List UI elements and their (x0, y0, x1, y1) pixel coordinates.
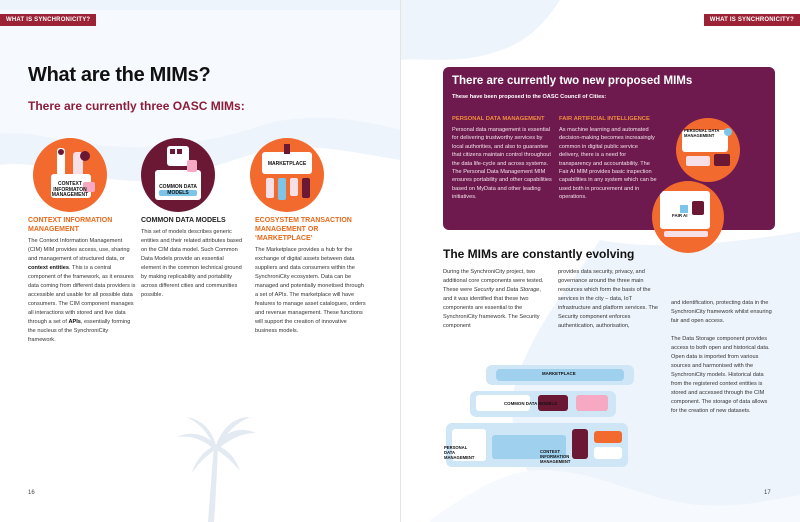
data-cube-icon (33, 138, 107, 212)
evolving-column-1: During the SynchroniCity project, two additional core components were tested. These were Security and Data Storage, and it was identified that these two components are essential to the SynchroniCity framework. The Security component (443, 269, 544, 329)
section-title: The MIMs are constantly evolving (443, 247, 635, 261)
mim-column-marketplace (255, 216, 367, 336)
diagram-label: PERSONAL DATA MANAGEMENT (444, 445, 475, 460)
circle-label: CONTEXT INFORMATON MANAGEMENT (51, 181, 89, 199)
common-data-models-illustration (141, 138, 215, 212)
mim-heading: ECOSYSTEM TRANSACTION MANAGEMENT OR ‘MARKETPLACE’ (255, 217, 352, 242)
context-information-management-illustration (33, 138, 107, 212)
marketplace-illustration (250, 138, 324, 212)
mim-heading: COMMON DATA MODELS (141, 217, 226, 224)
pipe-network-icon (141, 138, 215, 212)
mim-description: The Marketplace provides a hub for the exchange of digital assets between data suppliers and data consumers within the SynchroniCity ecosystem. Data can be managed and potentially monetised through a set of APIs. The marketplace will have features to manage asset catalogues, orders and revenue management. These functions will support the creation of innovative business models. (255, 247, 366, 334)
page-subtitle: There are currently three OASC MIMs: (28, 99, 245, 113)
mim-framework-diagram (446, 365, 638, 475)
circle-label: COMMON DATA MODELS (159, 184, 197, 196)
illustration-label: PERSONAL DATA MANAGEMENT (684, 128, 720, 138)
mim-heading: CONTEXT INFORMATION MANAGEMENT (28, 217, 113, 233)
header-tab-right: WHAT IS SYNCHRONICITY? (704, 14, 800, 26)
diagram-label: COMMON DATA MODELS (504, 401, 558, 406)
box-title: There are currently two new proposed MIMs (452, 75, 693, 87)
diagram-label: MARKETPLACE (542, 371, 576, 376)
palm-tree-icon (170, 415, 260, 522)
header-tab-left: WHAT IS SYNCHRONICITY? (0, 14, 96, 26)
proposed-mim-personal-data (452, 116, 554, 202)
pipe-network-icon (652, 181, 724, 253)
paragraph: The Data Storage component provides access to both open and historical data. Open data is imported from various sources and harmonised with the SynchroniCity models. Historical data from the registered context entities is stored and accessed through the CIM component. The storage of data allows for the creation of new datasets. (671, 336, 770, 414)
page-divider (400, 0, 401, 522)
fair-ai-illustration (652, 181, 724, 253)
mim-column-cim (28, 216, 136, 345)
proposed-mim-description: As machine learning and automated decision-making becomes increasingly common in digital public service delivery, there is a need for transparency and accountability. The Fair AI MIM provides basic inspection capabilities in any system which can be used both in procurement and in operations. (559, 127, 657, 201)
proposed-mim-description: Personal data management is essential for delivering trustworthy services by local authorities, and also to guarantee that citizens maintain control throughout the data life-cycle and across systems. The Personal Data Management MIM ensures portability and other capabilities based on MyData and other leading initiatives. (452, 127, 552, 201)
proposed-mim-heading: PERSONAL DATA MANAGEMENT (452, 116, 545, 122)
page-number-left: 16 (28, 490, 35, 496)
mim-column-cdm (141, 216, 245, 300)
pipe-network-icon (250, 138, 324, 212)
box-subtitle: These have been proposed to the OASC Council of Cities: (452, 94, 607, 100)
evolving-column-3 (671, 299, 775, 416)
mim-description: The Context Information Management (CIM) MIM provides access, use, sharing and management of structured data, or context entities. This is a central component of the framework, as it ensures data coming from different data providers is accessible and usable for all possible data consumers. The CIM component manages all interactions with stored and live data through a set of APIs, essentially forming the nucleus of the SynchroniCity framework. (28, 238, 136, 343)
page-number-right: 17 (764, 490, 771, 496)
proposed-mim-fair-ai (559, 116, 659, 202)
page-title: What are the MIMs? (28, 64, 211, 86)
circle-label: MARKETPLACE (267, 161, 307, 167)
proposed-mim-heading: FAIR ARTIFICIAL INTELLIGENCE (559, 116, 650, 122)
illustration-label: FAIR AI (672, 213, 688, 218)
paragraph: and identification, protecting data in the SynchroniCity framework whilst ensuring fair and open access. (671, 300, 772, 324)
evolving-column-2: provides data security, privacy, and governance around the three main resources which form the basis of the services in the city – data, IoT infrastructure and platform services. The Security component enforces authentication, authorisation, (558, 269, 659, 329)
mim-description: This set of models describes generic entities and their related attributes based on the CIM data model. Such Common Data Models provide an essential element in the common technical ground by making replicability and portability across different cities and communities possible. (141, 229, 243, 298)
diagram-label: CONTEXT INFORMATION MANAGEMENT (540, 449, 571, 464)
